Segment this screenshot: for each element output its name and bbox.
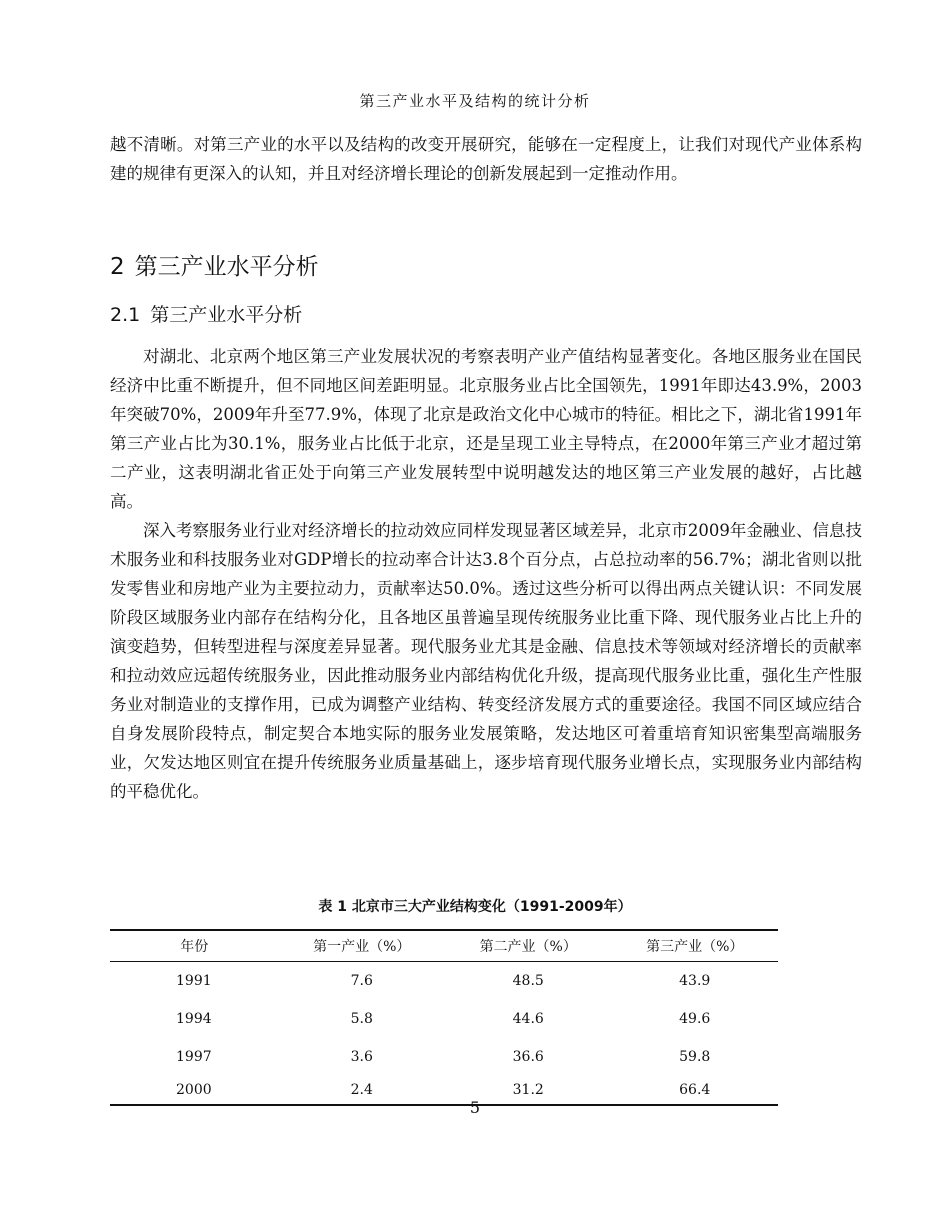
column-header-primary: 第一产业（%） (279, 930, 445, 962)
subsection-number: 2.1 (110, 304, 141, 326)
table-row (110, 1038, 778, 1076)
column-header-secondary: 第二产业（%） (445, 930, 611, 962)
page-number: 5 (469, 1098, 481, 1117)
column-header-tertiary: 第三产业（%） (611, 930, 778, 962)
cell-year: 1997 (176, 1049, 212, 1065)
body-paragraph-2: 深入考察服务业行业对经济增长的拉动效应同样发现显著区域差异，北京市2009年金融业、信息技术服务业和科技服务业对GDP增长的拉动率合计达3.8个百分点，占总拉动率的56.7%；湖北省则以批发零售业和房地产业为主要拉动力，贡献率达50.0%。透过这些分析可以得出两点关键认识：不同发展阶段区域服务业内部存在结构分化，且各地区虽普遍呈现传统服务业比重下降、现代服务业占比上升的演变趋势，但转型进程与深度差异显著。现代服务业尤其是金融、信息技术等领域对经济增长的贡献率和拉动效应远超传统服务业，因此推动服务业内部结构优化升级，提高现代服务业比重，强化生产性服务业对制造业的支撑作用，已成为调整产业结构、转变经济发展方式的重要途径。我国不同区域应结合自身发展阶段特点，制定契合本地实际的服务业发展策略，发达地区可着重培育知识密集型高端服务业，欠发达地区则宜在提升传统服务业质量基础上，逐步培育现代服务业增长点，实现服务业内部结构的平稳优化。 (110, 521, 862, 801)
section-heading (110, 248, 319, 281)
body-paragraph-1: 对湖北、北京两个地区第三产业发展状况的考察表明产业产值结构显著变化。各地区服务业在国民经济中比重不断提升，但不同地区间差距明显。北京服务业占比全国领先，1991年即达43.9%，2003年突破70%，2009年升至77.9%，体现了北京是政治文化中心城市的特征。相比之下，湖北省1991年第三产业占比为30.1%，服务业占比低于北京，还是呈现工业主导特点，在2000年第三产业才超过第二产业，这表明湖北省正处于向第三产业发展转型中说明越发达的地区第三产业发展的越好，占比越高。 (110, 347, 862, 511)
cell-year: 2000 (110, 1076, 279, 1105)
cell-year: 1994 (176, 1011, 212, 1027)
section-number: 2 (110, 254, 125, 280)
body-block (110, 342, 862, 806)
table-caption: 表 1 北京市三大产业结构变化（1991-2009年） (318, 899, 632, 915)
cell-secondary: 36.6 (512, 1049, 544, 1065)
cell-tertiary: 59.8 (679, 1049, 711, 1065)
cell-primary: 2.4 (279, 1076, 445, 1105)
subsection-title: 第三产业水平分析 (150, 304, 303, 326)
table-row (110, 1000, 778, 1038)
subsection-heading (110, 300, 302, 327)
intro-block (110, 130, 862, 188)
cell-secondary: 44.6 (512, 1011, 544, 1027)
cell-secondary: 31.2 (445, 1076, 611, 1105)
table-row (110, 962, 778, 1001)
column-header-year: 年份 (110, 930, 279, 962)
cell-primary: 5.8 (350, 1011, 373, 1027)
cell-tertiary: 66.4 (611, 1076, 778, 1105)
cell-primary: 7.6 (350, 973, 373, 989)
cell-year: 1991 (176, 973, 212, 989)
cell-primary: 3.6 (350, 1049, 373, 1065)
running-header: 第三产业水平及结构的统计分析 (359, 92, 591, 110)
table-header-row (110, 930, 778, 962)
industry-structure-table (110, 929, 778, 1106)
intro-paragraph: 越不清晰。对第三产业的水平以及结构的改变开展研究，能够在一定程度上，让我们对现代产业体系构建的规律有更深入的认知，并且对经济增长理论的创新发展起到一定推动作用。 (110, 135, 862, 183)
cell-tertiary: 49.6 (679, 1011, 711, 1027)
cell-tertiary: 43.9 (679, 973, 711, 989)
section-title: 第三产业水平分析 (134, 254, 319, 280)
cell-secondary: 48.5 (512, 973, 544, 989)
